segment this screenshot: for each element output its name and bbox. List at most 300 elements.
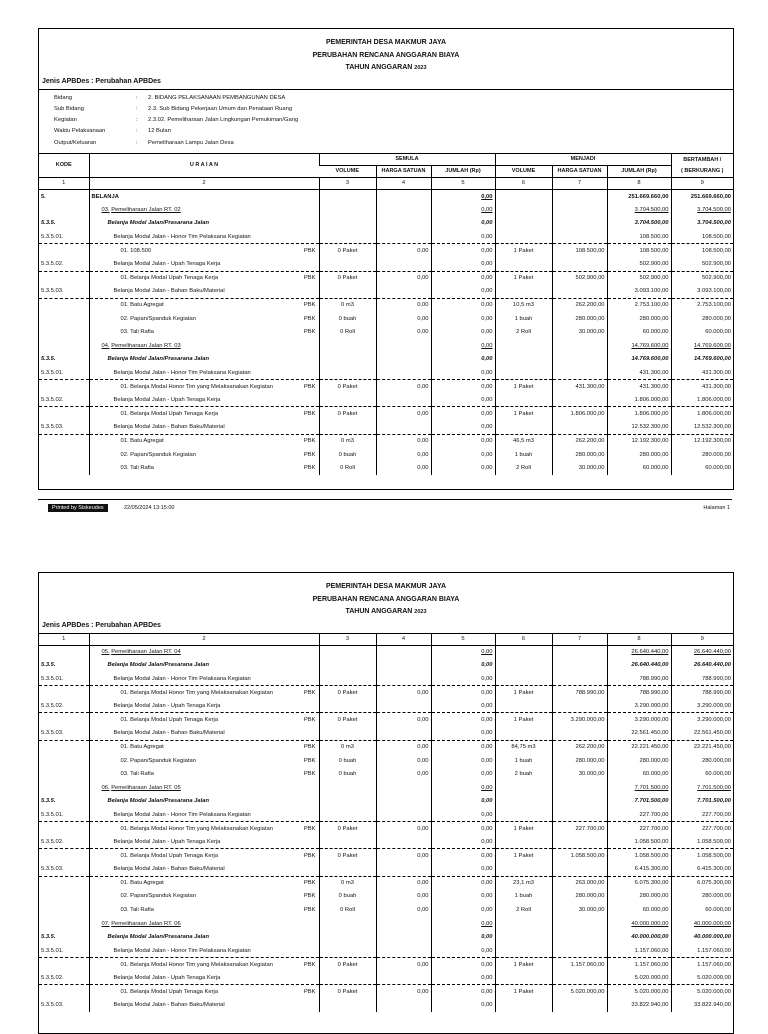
cell-harga-menjadi: 788.990,00 xyxy=(552,686,607,700)
cell-jumlah-semula: 0,00 xyxy=(431,930,495,944)
cell-kode: 5.3.5. xyxy=(41,662,56,669)
cell-kode: 5.3.5. xyxy=(41,220,56,227)
cell-uraian: Belanja Modal Jalan - Bahan Baku/Material xyxy=(89,998,319,1012)
cell-volume-menjadi: 1 Paket xyxy=(495,244,552,258)
cell-harga-menjadi xyxy=(552,285,607,299)
cell-jumlah-semula: 0,00 xyxy=(431,339,495,353)
cell-volume-semula: 0 buah xyxy=(319,890,376,904)
table-row xyxy=(39,393,733,407)
info-row xyxy=(54,115,733,126)
cell-volume-menjadi: 1 buah xyxy=(495,890,552,904)
cell-volume-menjadi xyxy=(495,699,552,713)
cell-harga-menjadi: 227.700,00 xyxy=(552,822,607,836)
cell-jumlah-semula: 0,00 xyxy=(431,298,495,312)
pbk-label: PBK xyxy=(303,852,316,859)
table-row xyxy=(39,434,733,448)
cell-volume-semula xyxy=(319,863,376,877)
cell-selisih: 3.704.500,00 xyxy=(671,217,733,231)
cell-kode: 5.3.5.01. xyxy=(41,675,64,682)
table-row xyxy=(39,325,733,339)
cell-uraian: 02. Papan/Spanduk Kegiatan PBK xyxy=(89,312,319,326)
table-row xyxy=(39,767,733,781)
cell-jumlah-menjadi: 1.157.060,00 xyxy=(607,944,671,958)
cell-kode xyxy=(39,380,89,394)
col-jumlah-2: JUMLAH (Rp) xyxy=(607,165,671,177)
cell-jumlah-menjadi: 7.701.500,00 xyxy=(607,781,671,795)
cell-selisih: 3.290.000,00 xyxy=(671,713,733,727)
info-label: Bidang xyxy=(54,94,73,101)
pbk-label: PBK xyxy=(303,717,316,724)
table-row xyxy=(39,257,733,271)
cell-harga-menjadi: 431.300,00 xyxy=(552,380,607,394)
col-volume-2: VOLUME xyxy=(495,165,552,177)
table-row xyxy=(39,727,733,741)
report-header xyxy=(39,29,733,75)
cell-volume-menjadi: 10,5 m3 xyxy=(495,298,552,312)
cell-selisih: 3.704.500,00 xyxy=(671,203,733,217)
cell-harga-menjadi: 1.157.060,00 xyxy=(552,958,607,972)
cell-volume-menjadi xyxy=(495,230,552,244)
cell-harga-menjadi: 108.500,00 xyxy=(552,244,607,258)
pbk-label: PBK xyxy=(303,383,316,390)
cell-harga-semula xyxy=(376,217,431,231)
cell-volume-menjadi: 46,5 m3 xyxy=(495,434,552,448)
cell-harga-semula: 0,00 xyxy=(376,271,431,285)
cell-volume-menjadi xyxy=(495,917,552,931)
table-row xyxy=(39,863,733,877)
cell-jumlah-menjadi: 5.020.000,00 xyxy=(607,971,671,985)
item-number: 05. xyxy=(101,649,110,656)
table-row xyxy=(39,461,733,475)
pbk-label: PBK xyxy=(303,275,316,282)
cell-selisih: 1.157.060,00 xyxy=(671,944,733,958)
cell-uraian: 01. Belanja Modal Upah Tenaga Kerja PBK xyxy=(89,407,319,421)
cell-jumlah-menjadi: 14.769.600,00 xyxy=(607,353,671,367)
cell-uraian: Belanja Modal Jalan/Prasarana Jalan xyxy=(89,930,319,944)
table-row xyxy=(39,217,733,231)
cell-jumlah-menjadi: 2.753.100,00 xyxy=(607,298,671,312)
table-row xyxy=(39,822,733,836)
cell-jumlah-semula: 0,00 xyxy=(431,366,495,380)
cell-harga-menjadi: 5.020.000,00 xyxy=(552,985,607,999)
cell-jumlah-menjadi: 60.000,00 xyxy=(607,325,671,339)
cell-volume-menjadi xyxy=(495,257,552,271)
table-row xyxy=(39,339,733,353)
cell-kode xyxy=(39,325,89,339)
cell-harga-menjadi xyxy=(552,257,607,271)
cell-harga-menjadi xyxy=(552,393,607,407)
info-separator: : xyxy=(136,128,138,135)
cell-jumlah-menjadi: 227.700,00 xyxy=(607,808,671,822)
cell-volume-semula: 0 buah xyxy=(319,312,376,326)
cell-selisih: 40.000.000,00 xyxy=(671,930,733,944)
cell-harga-menjadi xyxy=(552,930,607,944)
table-row xyxy=(39,985,733,999)
cell-jumlah-menjadi: 6.415.300,00 xyxy=(607,863,671,877)
cell-uraian: 01. Belanja Modal Honor Tim yang Melaksanakan Kegiatan PBK xyxy=(89,686,319,700)
cell-kode: 5.3.5.03. xyxy=(41,288,64,295)
cell-jumlah-menjadi: 22.561.450,00 xyxy=(607,727,671,741)
cell-volume-semula xyxy=(319,217,376,231)
cell-harga-menjadi: 280.000,00 xyxy=(552,448,607,462)
cell-uraian: BELANJA xyxy=(89,189,319,203)
cell-harga-menjadi xyxy=(552,339,607,353)
cell-selisih: 227.700,00 xyxy=(671,808,733,822)
cell-selisih: 280.000,00 xyxy=(671,754,733,768)
cell-harga-semula xyxy=(376,257,431,271)
cell-uraian: Belanja Modal Jalan - Bahan Baku/Material xyxy=(89,727,319,741)
cell-jumlah-menjadi: 502.900,00 xyxy=(607,257,671,271)
table-row xyxy=(39,230,733,244)
cell-jumlah-semula: 0,00 xyxy=(431,781,495,795)
jenis-apbdes-2: Jenis APBDes : Perubahan APBDes xyxy=(42,621,161,629)
cell-selisih: 22.561.450,00 xyxy=(671,727,733,741)
col-jumlah-1: JUMLAH (Rp) xyxy=(431,165,495,177)
table-row xyxy=(39,890,733,904)
cell-volume-semula: 0 Paket xyxy=(319,407,376,421)
info-label: Kegiatan xyxy=(54,117,77,124)
cell-kode xyxy=(39,244,89,258)
info-row xyxy=(54,126,733,137)
cell-kode: 5.3.5.02. xyxy=(41,838,64,845)
cell-selisih: 1.058.500,00 xyxy=(671,835,733,849)
cell-harga-semula xyxy=(376,917,431,931)
item-title: Pemeliharaan Jalan RT. 03 xyxy=(111,342,181,349)
cell-jumlah-menjadi: 60.000,00 xyxy=(607,461,671,475)
cell-uraian: Belanja Modal Jalan - Upah Tenaga Kerja xyxy=(89,257,319,271)
printed-by: Printed by Siskeudes xyxy=(48,504,108,512)
cell-harga-semula: 0,00 xyxy=(376,958,431,972)
cell-uraian: Belanja Modal Jalan - Upah Tenaga Kerja xyxy=(89,393,319,407)
cell-volume-menjadi: 84,75 m3 xyxy=(495,740,552,754)
cell-harga-semula: 0,00 xyxy=(376,876,431,890)
cell-volume-semula xyxy=(319,353,376,367)
cell-kode xyxy=(39,203,89,217)
cell-volume-semula xyxy=(319,998,376,1012)
cell-selisih: 108.500,00 xyxy=(671,230,733,244)
cell-volume-menjadi: 2 buah xyxy=(495,767,552,781)
cell-kode: 5.3.5. xyxy=(41,798,56,805)
cell-harga-semula: 0,00 xyxy=(376,740,431,754)
cell-selisih: 502.900,00 xyxy=(671,271,733,285)
report-page-2 xyxy=(38,572,734,1034)
cell-jumlah-menjadi: 3.290.000,00 xyxy=(607,699,671,713)
cell-uraian: Belanja Modal Jalan - Honor Tim Pelaksana Kegiatan xyxy=(89,672,319,686)
cell-uraian: Belanja Modal Jalan - Honor Tim Pelaksana Kegiatan xyxy=(89,366,319,380)
cell-selisih: 788.990,00 xyxy=(671,672,733,686)
table-row xyxy=(39,699,733,713)
col-harga-1: HARGA SATUAN xyxy=(376,165,431,177)
cell-harga-semula xyxy=(376,203,431,217)
cell-harga-menjadi xyxy=(552,203,607,217)
cell-jumlah-semula: 0,00 xyxy=(431,421,495,435)
table-row xyxy=(39,998,733,1012)
table-row xyxy=(39,849,733,863)
cell-jumlah-menjadi: 280.000,00 xyxy=(607,312,671,326)
cell-selisih: 14.769.600,00 xyxy=(671,339,733,353)
cell-jumlah-semula: 0,00 xyxy=(431,822,495,836)
cell-jumlah-menjadi: 5.020.000,00 xyxy=(607,985,671,999)
col-volume-1: VOLUME xyxy=(319,165,376,177)
cell-harga-menjadi: 1.058.500,00 xyxy=(552,849,607,863)
cell-harga-menjadi xyxy=(552,944,607,958)
table-row xyxy=(39,298,733,312)
cell-uraian: Belanja Modal Jalan - Bahan Baku/Material xyxy=(89,421,319,435)
cell-jumlah-semula: 0,00 xyxy=(431,998,495,1012)
cell-volume-menjadi xyxy=(495,339,552,353)
cell-selisih: 12.192.300,00 xyxy=(671,434,733,448)
cell-harga-semula xyxy=(376,863,431,877)
cell-volume-menjadi: 1 buah xyxy=(495,312,552,326)
cell-jumlah-semula: 0,00 xyxy=(431,767,495,781)
cell-jumlah-menjadi: 788.990,00 xyxy=(607,686,671,700)
cell-jumlah-menjadi: 431.300,00 xyxy=(607,366,671,380)
info-row xyxy=(54,138,733,149)
table-row xyxy=(39,672,733,686)
cell-jumlah-semula: 0,00 xyxy=(431,285,495,299)
cell-harga-menjadi xyxy=(552,217,607,231)
cell-jumlah-semula: 0,00 xyxy=(431,699,495,713)
column-number-row-2: 1 2 3 4 5 6 7 8 9 xyxy=(39,633,733,645)
cell-harga-semula: 0,00 xyxy=(376,461,431,475)
info-separator: : xyxy=(136,117,138,124)
cell-harga-semula xyxy=(376,795,431,809)
cell-volume-semula: 0 Paket xyxy=(319,380,376,394)
cell-volume-semula: 0 buah xyxy=(319,754,376,768)
table-row xyxy=(39,944,733,958)
cell-volume-menjadi: 1 Paket xyxy=(495,958,552,972)
cell-harga-semula xyxy=(376,645,431,659)
cell-kode xyxy=(39,407,89,421)
table-row xyxy=(39,781,733,795)
cell-jumlah-semula: 0,00 xyxy=(431,971,495,985)
cell-selisih: 5.020.000,00 xyxy=(671,985,733,999)
cell-jumlah-menjadi: 14.769.600,00 xyxy=(607,339,671,353)
cell-selisih: 12.532.300,00 xyxy=(671,421,733,435)
cell-uraian: 03. Tali Rafia PBK xyxy=(89,903,319,917)
cell-volume-menjadi xyxy=(495,672,552,686)
cell-harga-semula: 0,00 xyxy=(376,822,431,836)
table-row xyxy=(39,835,733,849)
cell-selisih: 2.753.100,00 xyxy=(671,298,733,312)
cell-kode xyxy=(39,822,89,836)
pbk-label: PBK xyxy=(303,438,316,445)
cell-kode xyxy=(39,849,89,863)
jenis-apbdes: Jenis APBDes : Perubahan APBDes xyxy=(42,77,161,85)
cell-kode: 5.3.5. xyxy=(41,934,56,941)
cell-selisih: 1.806.000,00 xyxy=(671,407,733,421)
cell-volume-menjadi: 1 Paket xyxy=(495,686,552,700)
cell-volume-menjadi: 1 buah xyxy=(495,754,552,768)
cell-volume-menjadi: 23,1 m3 xyxy=(495,876,552,890)
cell-selisih: 1.157.060,00 xyxy=(671,958,733,972)
header-title-2: PERUBAHAN RENCANA ANGGARAN BIAYA xyxy=(312,595,460,603)
cell-uraian: 01. Batu Agregat PBK xyxy=(89,740,319,754)
cell-volume-menjadi xyxy=(495,366,552,380)
cell-jumlah-menjadi: 227.700,00 xyxy=(607,822,671,836)
cell-uraian: Belanja Modal Jalan - Bahan Baku/Material xyxy=(89,285,319,299)
cell-uraian: 01. 108.500 PBK xyxy=(89,244,319,258)
pbk-label: PBK xyxy=(303,451,316,458)
cell-kode: 5.3.5. xyxy=(41,356,56,363)
cell-jumlah-semula: 0,00 xyxy=(431,863,495,877)
cell-harga-menjadi xyxy=(552,781,607,795)
header-government-2: PEMERINTAH DESA MAKMUR JAYA xyxy=(325,583,447,590)
cell-selisih: 280.000,00 xyxy=(671,890,733,904)
cell-jumlah-menjadi: 1.058.500,00 xyxy=(607,849,671,863)
info-label: Waktu Pelaksanaan xyxy=(54,128,106,135)
cell-selisih: 22.221.450,00 xyxy=(671,740,733,754)
cell-uraian xyxy=(89,917,319,931)
cell-volume-semula: 0 Roll xyxy=(319,903,376,917)
cell-volume-semula xyxy=(319,393,376,407)
cell-harga-semula xyxy=(376,781,431,795)
cell-volume-menjadi xyxy=(495,971,552,985)
cell-jumlah-semula: 0,00 xyxy=(431,325,495,339)
cell-harga-semula xyxy=(376,835,431,849)
cell-jumlah-semula: 0,00 xyxy=(431,686,495,700)
cell-harga-semula: 0,00 xyxy=(376,713,431,727)
cell-jumlah-semula: 0,00 xyxy=(431,407,495,421)
cell-kode xyxy=(39,985,89,999)
cell-kode: 5.3.5.02. xyxy=(41,974,64,981)
col-kode: KODE xyxy=(55,162,72,169)
cell-harga-semula: 0,00 xyxy=(376,312,431,326)
cell-volume-semula: 0 Paket xyxy=(319,958,376,972)
cell-volume-menjadi: 1 buah xyxy=(495,448,552,462)
cell-volume-semula: 0 buah xyxy=(319,767,376,781)
cell-kode xyxy=(39,740,89,754)
cell-volume-menjadi xyxy=(495,727,552,741)
cell-harga-menjadi xyxy=(552,189,607,203)
table-row xyxy=(39,713,733,727)
cell-kode xyxy=(39,271,89,285)
table-row xyxy=(39,795,733,809)
info-separator: : xyxy=(136,94,138,101)
cell-uraian: 01. Belanja Modal Upah Tenaga Kerja PBK xyxy=(89,985,319,999)
cell-kode xyxy=(39,767,89,781)
cell-volume-semula: 0 m3 xyxy=(319,740,376,754)
cell-harga-menjadi xyxy=(552,795,607,809)
cell-volume-semula xyxy=(319,917,376,931)
cell-uraian: 03. Tali Rafia PBK xyxy=(89,325,319,339)
cell-volume-menjadi: 1 Paket xyxy=(495,380,552,394)
cell-volume-semula: 0 m3 xyxy=(319,434,376,448)
cell-kode: 5.3.5.01. xyxy=(41,233,64,240)
table-row xyxy=(39,203,733,217)
cell-jumlah-menjadi: 280.000,00 xyxy=(607,448,671,462)
cell-uraian: 01. Belanja Modal Upah Tenaga Kerja PBK xyxy=(89,271,319,285)
cell-jumlah-semula: 0,00 xyxy=(431,890,495,904)
cell-harga-menjadi: 262.200,00 xyxy=(552,298,607,312)
cell-harga-semula: 0,00 xyxy=(376,448,431,462)
cell-jumlah-semula: 0,00 xyxy=(431,203,495,217)
cell-jumlah-semula: 0,00 xyxy=(431,903,495,917)
cell-volume-semula xyxy=(319,930,376,944)
cell-jumlah-semula: 0,00 xyxy=(431,230,495,244)
activity-info xyxy=(39,89,733,154)
cell-selisih: 280.000,00 xyxy=(671,448,733,462)
info-value: 12 Bulan xyxy=(148,128,171,135)
cell-jumlah-menjadi: 3.704.500,00 xyxy=(607,217,671,231)
cell-harga-menjadi xyxy=(552,863,607,877)
cell-volume-menjadi: 1 Paket xyxy=(495,985,552,999)
cell-volume-menjadi: 2 Roll xyxy=(495,903,552,917)
cell-volume-menjadi: 1 Paket xyxy=(495,849,552,863)
cell-kode xyxy=(39,903,89,917)
cell-harga-menjadi: 280.000,00 xyxy=(552,890,607,904)
cell-uraian: Belanja Modal Jalan - Honor Tim Pelaksana Kegiatan xyxy=(89,230,319,244)
cell-volume-menjadi xyxy=(495,835,552,849)
cell-selisih: 3.290.000,00 xyxy=(671,699,733,713)
cell-harga-menjadi xyxy=(552,727,607,741)
cell-jumlah-semula: 0,00 xyxy=(431,835,495,849)
cell-volume-menjadi xyxy=(495,645,552,659)
cell-jumlah-menjadi: 3.290.000,00 xyxy=(607,713,671,727)
cell-volume-menjadi xyxy=(495,998,552,1012)
table-row xyxy=(39,740,733,754)
cell-volume-menjadi: 1 Paket xyxy=(495,713,552,727)
pbk-label: PBK xyxy=(303,465,316,472)
cell-kode xyxy=(39,713,89,727)
cell-kode: 5.3.5.02. xyxy=(41,702,64,709)
cell-volume-semula xyxy=(319,659,376,673)
cell-jumlah-menjadi: 40.000.000,00 xyxy=(607,930,671,944)
cell-harga-semula: 0,00 xyxy=(376,434,431,448)
cell-uraian: Belanja Modal Jalan/Prasarana Jalan xyxy=(89,353,319,367)
info-value: Pemeliharaan Lampu Jalan Desa xyxy=(148,139,234,146)
table-row xyxy=(39,380,733,394)
cell-harga-semula xyxy=(376,285,431,299)
cell-harga-menjadi: 30.000,00 xyxy=(552,461,607,475)
cell-harga-semula xyxy=(376,189,431,203)
cell-harga-semula: 0,00 xyxy=(376,244,431,258)
table-row xyxy=(39,285,733,299)
page-number: Halaman 1 xyxy=(703,505,730,511)
cell-uraian: 03. Tali Rafia PBK xyxy=(89,767,319,781)
col-semula: SEMULA xyxy=(319,154,495,166)
info-label: Output/Keluaran xyxy=(54,139,97,146)
footer-rule xyxy=(38,499,732,500)
table-row xyxy=(39,448,733,462)
cell-harga-menjadi xyxy=(552,659,607,673)
cell-jumlah-semula: 0,00 xyxy=(431,917,495,931)
cell-kode: 5.3.5.03. xyxy=(41,1002,64,1009)
info-row xyxy=(54,93,733,104)
cell-kode xyxy=(39,876,89,890)
pbk-label: PBK xyxy=(303,961,316,968)
cell-uraian xyxy=(89,645,319,659)
cell-volume-menjadi xyxy=(495,781,552,795)
cell-harga-semula xyxy=(376,353,431,367)
info-separator: : xyxy=(136,105,138,112)
cell-harga-menjadi xyxy=(552,699,607,713)
cell-harga-semula: 0,00 xyxy=(376,849,431,863)
table-row xyxy=(39,645,733,659)
cell-kode: 5.3.5.02. xyxy=(41,396,64,403)
cell-volume-semula xyxy=(319,285,376,299)
cell-selisih: 33.822.940,00 xyxy=(671,998,733,1012)
cell-selisih: 6.415.300,00 xyxy=(671,863,733,877)
info-value: 2.3. Sub Bidang Pekerjaan Umum dan Penataan Ruang xyxy=(148,105,293,112)
cell-volume-menjadi: 1 Paket xyxy=(495,822,552,836)
cell-jumlah-menjadi: 1.157.060,00 xyxy=(607,958,671,972)
cell-harga-menjadi: 30.000,00 xyxy=(552,767,607,781)
pbk-label: PBK xyxy=(303,315,316,322)
pbk-label: PBK xyxy=(303,893,316,900)
cell-kode: 5.3.5.01. xyxy=(41,369,64,376)
cell-harga-semula xyxy=(376,230,431,244)
